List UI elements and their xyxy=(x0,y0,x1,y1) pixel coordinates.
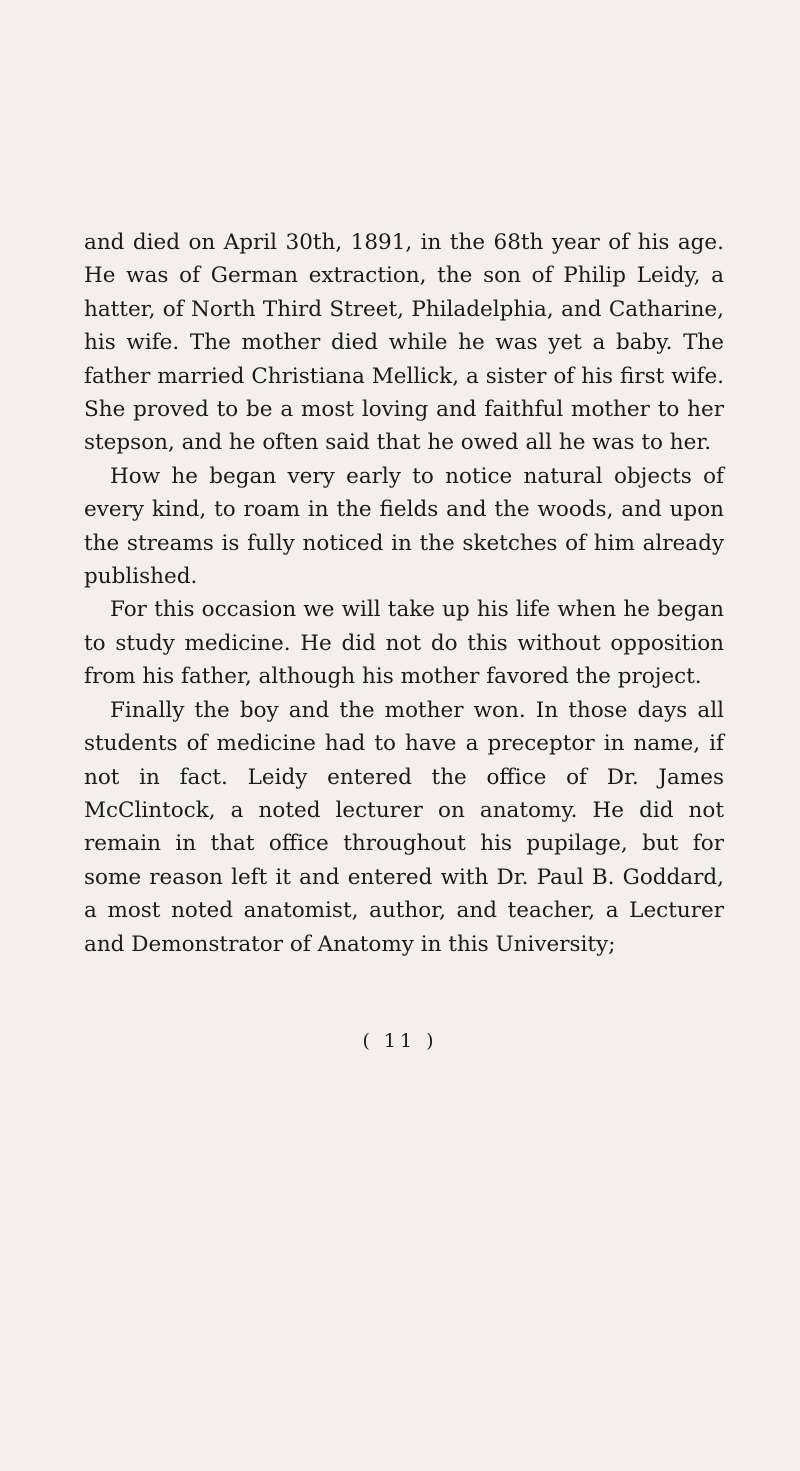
paragraph: How he began very early to notice natural objects of every kind, to roam in the fields and the woods, and upon the streams is fully noticed in the sketches of him already published. xyxy=(84,463,724,590)
paragraph: and died on April 30th, 1891, in the 68th year of his age. He was of German extraction, the son of Philip Leidy, a hatter, of North Third Street, Philadelphia, and Catharine, his wife. The mother died while he was yet a baby. The father married Christiana Mellick, a sister of his first wife. She proved to be a most loving and faithful mother to her stepson, and he often said that he owed all he was to her. xyxy=(84,230,724,456)
paragraph: Finally the boy and the mother won. In those days all students of medicine had to have a preceptor in name, if not in fact. Leidy entered the office of Dr. James McClintock, a noted lecturer on anatomy. He did not remain in that office throughout his pupilage, but for some reason left it and entered with Dr. Paul B. Goddard, a most noted anatomist, author, and teacher, a Lecturer and Demonstrator of Anatomy in this University; xyxy=(84,697,724,957)
page-number: ( 11 ) xyxy=(362,1030,438,1052)
body-text xyxy=(84,226,724,961)
paragraph: For this occasion we will take up his life when he began to study medicine. He did not do this without opposition from his father, although his mother favored the project. xyxy=(84,597,724,690)
